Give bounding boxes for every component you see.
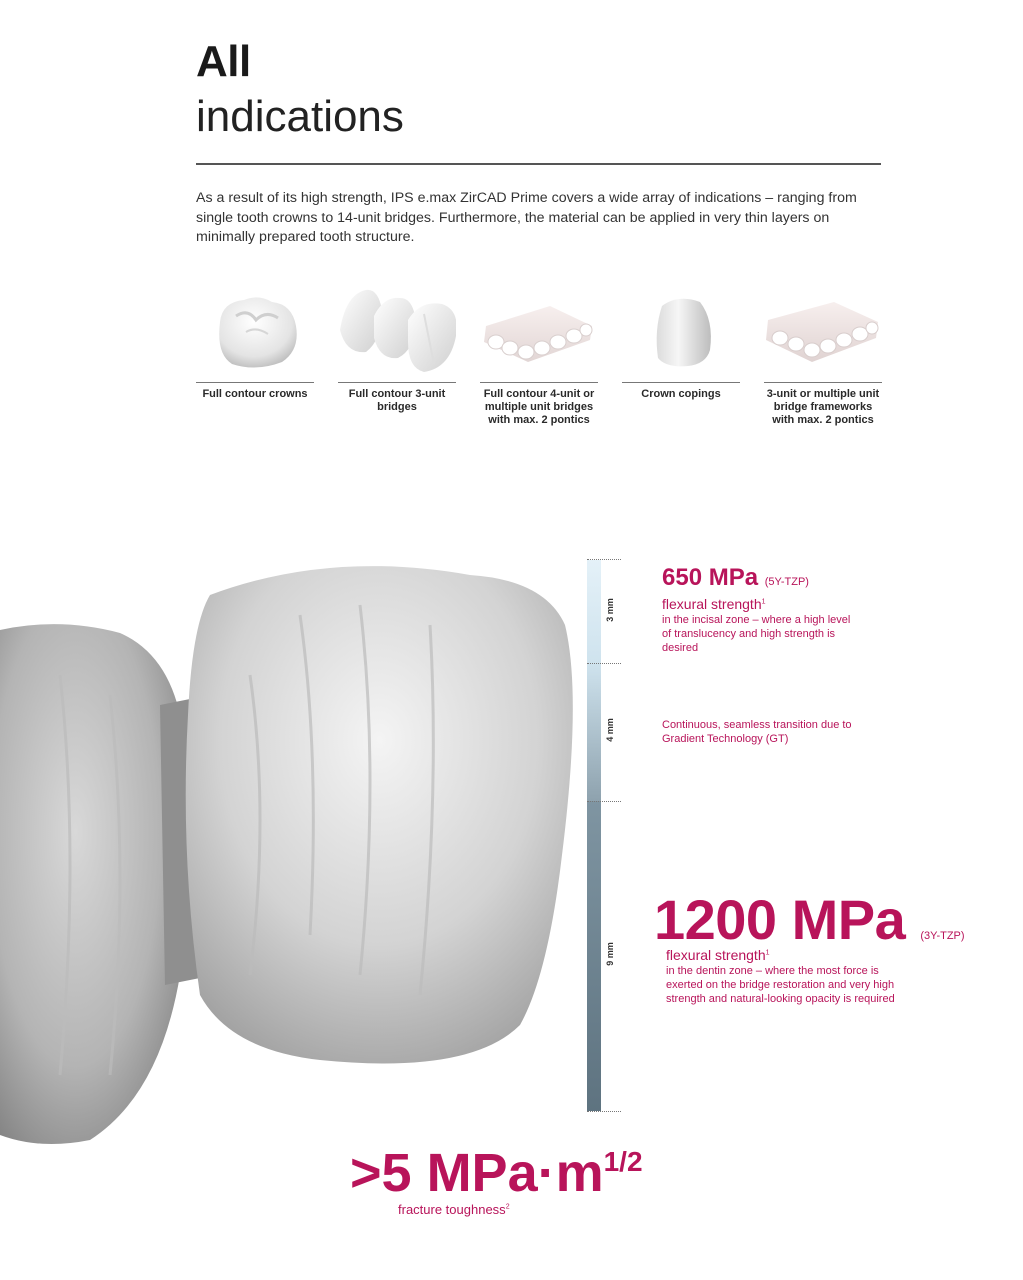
indication-label: Crown copings (641, 388, 721, 400)
footnote-marker: 2 (505, 1203, 510, 1211)
indication-bridge-frameworks (764, 280, 882, 427)
dentin-material: (3Y-TZP) (920, 930, 965, 942)
fracture-toughness-label (398, 1202, 510, 1217)
bridge-image (338, 280, 456, 376)
dentin-value: 1200 MPa (654, 888, 906, 951)
fracture-toughness-value (350, 1143, 643, 1203)
dentin-subtitle-text: flexural strength (666, 947, 766, 963)
incisal-value: 650 MPa (662, 564, 759, 591)
scale-tick (587, 663, 621, 664)
indication-divider (338, 382, 456, 383)
incisal-subtitle (662, 597, 766, 612)
indication-multi-unit-bridges (480, 280, 598, 427)
indication-3-unit-bridges (338, 280, 456, 414)
framework-image (764, 280, 882, 376)
incisal-strength-value (662, 566, 809, 590)
toughness-value-text: >5 MPa·m (350, 1143, 604, 1203)
title-divider (196, 163, 881, 165)
scale-segment-dentin (587, 801, 601, 1111)
coping-image (622, 280, 740, 376)
scale-label-3mm: 3 mm (605, 598, 615, 622)
scale-label-4mm: 4 mm (605, 718, 615, 742)
multi-unit-bridge-image (480, 280, 598, 376)
indication-label: 3-unit or multiple unit bridge frameworks with max. 2 pontics (766, 388, 880, 426)
dentin-description: in the dentin zone – where the most force is exerted on the bridge restoration and very high strength and natural-looking opacity is required (666, 965, 895, 1005)
indication-divider (764, 382, 882, 383)
bridge-photo (0, 555, 590, 1150)
dentin-strength-value (654, 888, 965, 951)
indication-label: Full contour 3-unit bridges (348, 388, 446, 413)
incisal-description: in the incisal zone – where a high level of translucency and high strength is desired (662, 614, 851, 654)
scale-segment-transition (587, 663, 601, 801)
crown-image (196, 280, 314, 376)
indication-label: Full contour 4-unit or multiple unit bridges with max. 2 pontics (483, 388, 595, 426)
scale-label-9mm: 9 mm (605, 942, 615, 966)
indication-divider (480, 382, 598, 383)
scale-segment-incisal (587, 560, 601, 663)
incisal-material: (5Y-TZP) (764, 576, 809, 588)
indication-divider (622, 382, 740, 383)
toughness-exponent: 1/2 (603, 1146, 643, 1177)
intro-paragraph: As a result of its high strength, IPS e.max ZirCAD Prime covers a wide array of indications – ranging from single tooth crowns to 14-unit bridges. Furthermore, the material can be applied in very thin layers on minimally prepared tooth structure. (196, 190, 857, 245)
scale-tick (587, 559, 621, 560)
footnote-marker: 1 (765, 949, 770, 957)
page-subtitle: indications (196, 92, 404, 141)
incisal-subtitle-text: flexural strength (662, 596, 762, 612)
layer-scale-bar (587, 560, 601, 1111)
page-title: All (196, 37, 251, 86)
transition-description: Continuous, seamless transition due to Gradient Technology (GT) (662, 719, 852, 745)
toughness-subtitle-text: fracture toughness (398, 1202, 506, 1217)
indication-crowns (196, 280, 314, 401)
dentin-subtitle (666, 948, 770, 963)
indication-crown-copings (622, 280, 740, 401)
scale-tick (587, 801, 621, 802)
footnote-marker: 1 (761, 598, 766, 606)
scale-tick (587, 1111, 621, 1112)
indication-label: Full contour crowns (202, 388, 308, 400)
indication-divider (196, 382, 314, 383)
